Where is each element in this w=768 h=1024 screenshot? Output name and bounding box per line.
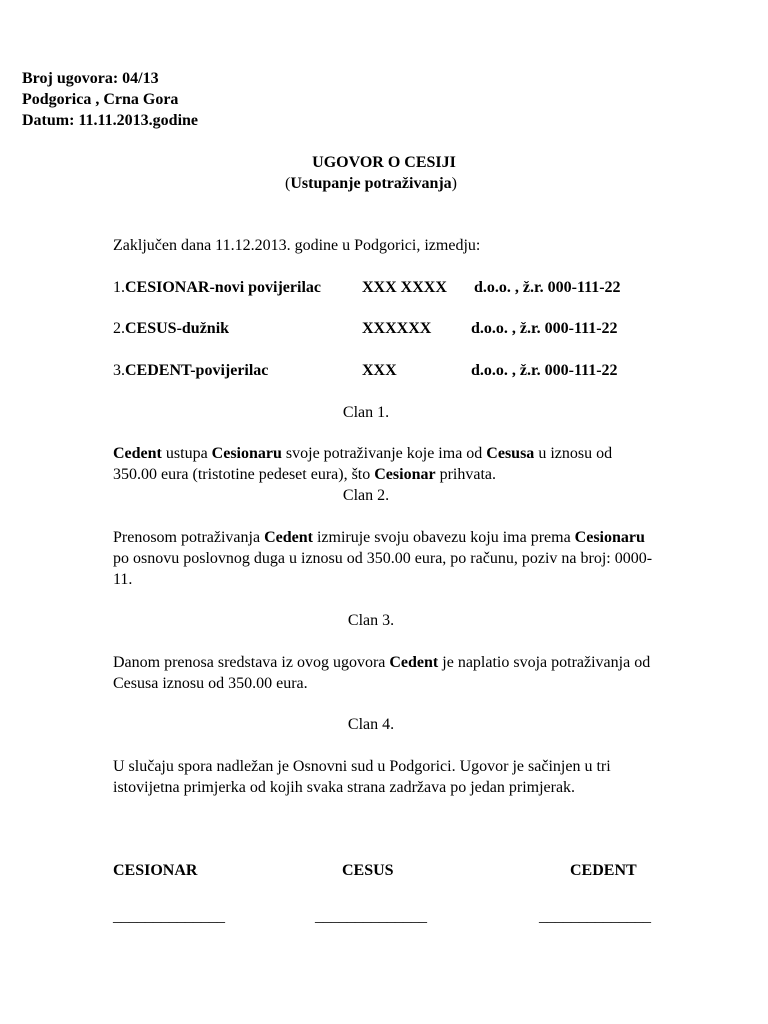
article-text: U slučaju spora nadležan je Osnovni sud u Podgorici. Ugovor je sačinjen u tri istovijetna primjerka od kojih svaka strana zadržava po jedan primjerak. bbox=[113, 758, 611, 796]
party-company: d.o.o. , ž.r. 000-111-22 bbox=[471, 362, 618, 379]
party-role: 1.CESIONAR-novi povijerilac bbox=[113, 279, 321, 296]
party-name: XXX bbox=[362, 362, 397, 379]
party-name: XXX XXXX bbox=[362, 279, 447, 296]
document-subtitle: (Ustupanje potraživanja) bbox=[285, 175, 457, 192]
signature-line-cedent: ______________ bbox=[539, 908, 651, 925]
party-role: 3.CEDENT-povijerilac bbox=[113, 362, 269, 379]
article-text: Cedent ustupa Cesionaru svoje potraživanje koje ima od Cesusa u iznosu od 350.00 eura (tristotine pedeset eura), što Cesionar prihvata. bbox=[113, 445, 613, 483]
article-heading: Clan 2. bbox=[342, 487, 390, 504]
signature-line-cesionar: ______________ bbox=[113, 908, 225, 925]
party-name: XXXXXX bbox=[362, 320, 432, 337]
article-heading: Clan 3. bbox=[347, 612, 395, 629]
signature-label-cedent: CEDENT bbox=[570, 862, 637, 879]
place: Podgorica , Crna Gora bbox=[22, 91, 179, 108]
article-text: Danom prenosa sredstava iz ovog ugovora Cedent je naplatio svoja potraživanja od Cesusa iznosu od 350.00 eura. bbox=[113, 654, 651, 692]
party-company: d.o.o. , ž.r. 000-111-22 bbox=[471, 320, 618, 337]
article-heading: Clan 4. bbox=[347, 716, 395, 733]
party-company: d.o.o. , ž.r. 000-111-22 bbox=[474, 279, 621, 296]
document-title: UGOVOR O CESIJI bbox=[312, 154, 456, 171]
intro-text: Zaključen dana 11.12.2013. godine u Podgorici, izmedju: bbox=[113, 237, 481, 254]
signature-label-cesionar: CESIONAR bbox=[113, 862, 198, 879]
article-text: Prenosom potraživanja Cedent izmiruje svoju obavezu koju ima prema Cesionaru po osnovu poslovnog duga u iznosu od 350.00 eura, po računu, poziv na broj: 0000-11. bbox=[113, 529, 653, 588]
signature-label-cesus: CESUS bbox=[342, 862, 394, 879]
signature-line-cesus: ______________ bbox=[315, 908, 427, 925]
article-heading: Clan 1. bbox=[342, 404, 390, 421]
party-role: 2.CESUS-dužnik bbox=[113, 320, 230, 337]
contract-number: Broj ugovora: 04/13 bbox=[22, 70, 159, 87]
date: Datum: 11.11.2013.godine bbox=[22, 112, 199, 129]
